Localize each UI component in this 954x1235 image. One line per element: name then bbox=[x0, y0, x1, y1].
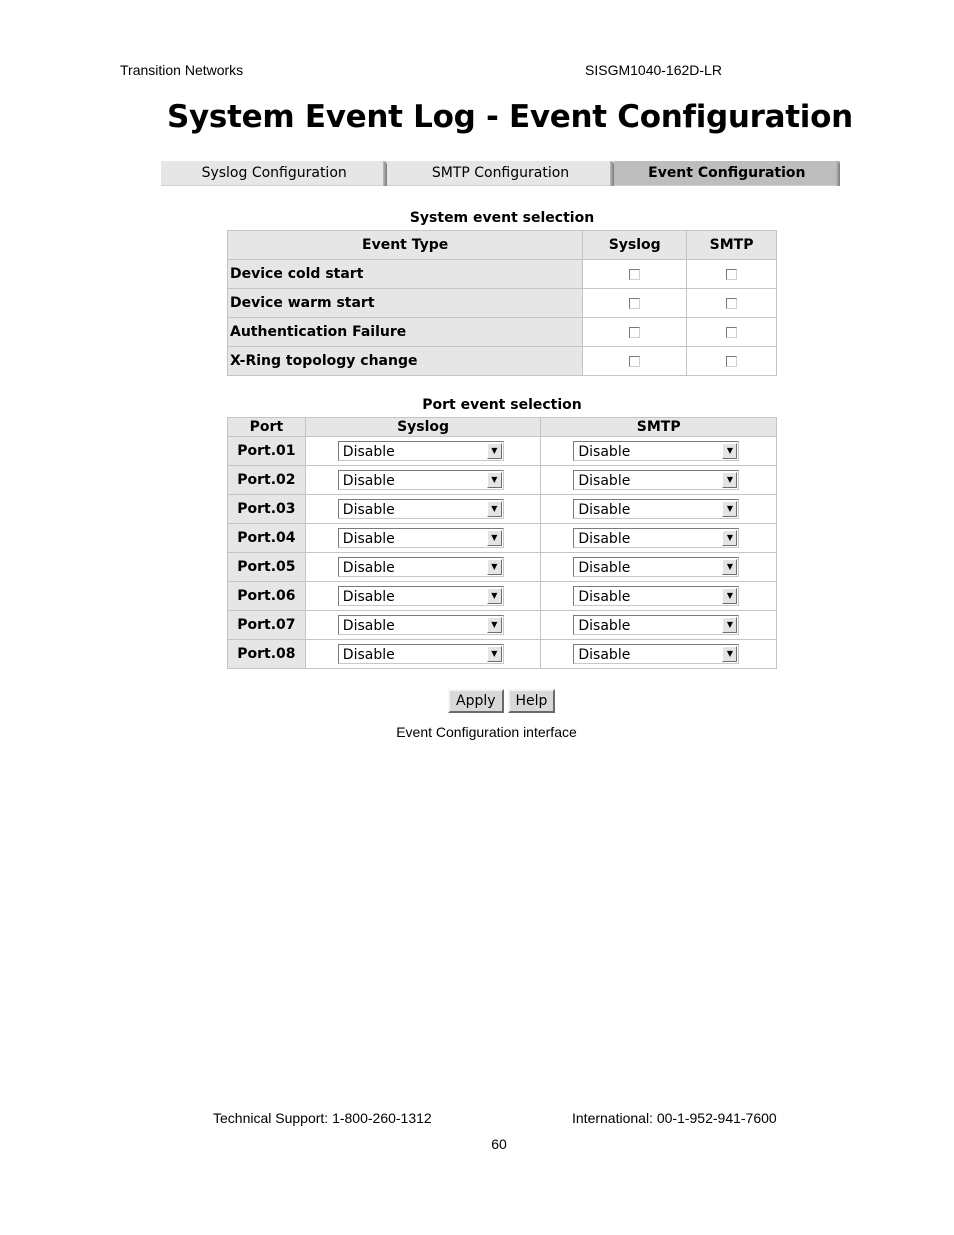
event-name: X-Ring topology change bbox=[228, 347, 583, 376]
selected-value: Disable bbox=[342, 473, 395, 489]
table-row bbox=[228, 347, 777, 376]
port-name: Port.06 bbox=[228, 582, 306, 611]
triangle-down-icon[interactable]: ▼ bbox=[722, 646, 737, 662]
header-syslog: Syslog bbox=[583, 231, 687, 260]
triangle-down-icon[interactable]: ▼ bbox=[487, 443, 502, 459]
smtp-checkbox[interactable] bbox=[726, 298, 737, 309]
page-title: System Event Log - Event Configuration bbox=[167, 99, 853, 135]
triangle-down-icon[interactable]: ▼ bbox=[722, 588, 737, 604]
header-smtp: SMTP bbox=[687, 231, 777, 260]
help-button[interactable]: Help bbox=[508, 689, 556, 713]
smtp-select[interactable] bbox=[573, 586, 739, 606]
port-name: Port.03 bbox=[228, 495, 306, 524]
header-smtp: SMTP bbox=[541, 418, 777, 437]
smtp-select[interactable] bbox=[573, 644, 739, 664]
smtp-select[interactable] bbox=[573, 470, 739, 490]
smtp-select[interactable] bbox=[573, 615, 739, 635]
triangle-down-icon[interactable]: ▼ bbox=[487, 617, 502, 633]
table-row bbox=[228, 553, 777, 582]
system-event-caption: System event selection bbox=[409, 210, 595, 226]
table-row bbox=[228, 437, 777, 466]
header-syslog: Syslog bbox=[305, 418, 541, 437]
tab-smtp-configuration[interactable]: SMTP Configuration bbox=[387, 161, 613, 186]
triangle-down-icon[interactable]: ▼ bbox=[487, 588, 502, 604]
port-name: Port.05 bbox=[228, 553, 306, 582]
selected-value: Disable bbox=[342, 618, 395, 634]
table-row bbox=[228, 524, 777, 553]
action-buttons bbox=[448, 689, 555, 713]
tab-event-configuration[interactable]: Event Configuration bbox=[614, 161, 840, 186]
smtp-select[interactable] bbox=[573, 499, 739, 519]
triangle-down-icon[interactable]: ▼ bbox=[722, 501, 737, 517]
triangle-down-icon[interactable]: ▼ bbox=[722, 559, 737, 575]
table-row bbox=[228, 466, 777, 495]
selected-value: Disable bbox=[578, 589, 631, 605]
syslog-select[interactable] bbox=[338, 644, 504, 664]
triangle-down-icon[interactable]: ▼ bbox=[487, 472, 502, 488]
smtp-checkbox[interactable] bbox=[726, 269, 737, 280]
triangle-down-icon[interactable]: ▼ bbox=[487, 501, 502, 517]
syslog-select[interactable] bbox=[338, 470, 504, 490]
syslog-checkbox[interactable] bbox=[629, 298, 640, 309]
port-event-table bbox=[227, 417, 777, 669]
port-name: Port.08 bbox=[228, 640, 306, 669]
doc-header-company: Transition Networks bbox=[120, 62, 244, 78]
table-row bbox=[228, 495, 777, 524]
port-name: Port.07 bbox=[228, 611, 306, 640]
selected-value: Disable bbox=[342, 647, 395, 663]
figure-caption: Event Configuration interface bbox=[396, 724, 577, 740]
tab-syslog-configuration[interactable]: Syslog Configuration bbox=[161, 161, 387, 186]
header-port: Port bbox=[228, 418, 306, 437]
triangle-down-icon[interactable]: ▼ bbox=[722, 617, 737, 633]
syslog-checkbox[interactable] bbox=[629, 269, 640, 280]
syslog-select[interactable] bbox=[338, 528, 504, 548]
selected-value: Disable bbox=[578, 647, 631, 663]
page-number: 60 bbox=[491, 1136, 507, 1152]
selected-value: Disable bbox=[342, 502, 395, 518]
header-event-type: Event Type bbox=[228, 231, 583, 260]
port-name: Port.02 bbox=[228, 466, 306, 495]
selected-value: Disable bbox=[578, 560, 631, 576]
syslog-select[interactable] bbox=[338, 586, 504, 606]
smtp-select[interactable] bbox=[573, 528, 739, 548]
event-name: Device warm start bbox=[228, 289, 583, 318]
system-event-table bbox=[227, 230, 777, 376]
table-row bbox=[228, 582, 777, 611]
table-row bbox=[228, 611, 777, 640]
smtp-select[interactable] bbox=[573, 557, 739, 577]
table-row bbox=[228, 289, 777, 318]
triangle-down-icon[interactable]: ▼ bbox=[722, 472, 737, 488]
table-row bbox=[228, 640, 777, 669]
port-event-caption: Port event selection bbox=[422, 397, 582, 413]
selected-value: Disable bbox=[342, 444, 395, 460]
syslog-select[interactable] bbox=[338, 499, 504, 519]
triangle-down-icon[interactable]: ▼ bbox=[722, 530, 737, 546]
selected-value: Disable bbox=[578, 502, 631, 518]
selected-value: Disable bbox=[342, 531, 395, 547]
event-name: Device cold start bbox=[228, 260, 583, 289]
event-name: Authentication Failure bbox=[228, 318, 583, 347]
footer-international: International: 00-1-952-941-7600 bbox=[572, 1110, 777, 1126]
smtp-checkbox[interactable] bbox=[726, 327, 737, 338]
apply-button[interactable]: Apply bbox=[448, 689, 504, 713]
syslog-checkbox[interactable] bbox=[629, 356, 640, 367]
syslog-select[interactable] bbox=[338, 615, 504, 635]
triangle-down-icon[interactable]: ▼ bbox=[722, 443, 737, 459]
triangle-down-icon[interactable]: ▼ bbox=[487, 530, 502, 546]
smtp-select[interactable] bbox=[573, 441, 739, 461]
table-row bbox=[228, 318, 777, 347]
footer-support: Technical Support: 1-800-260-1312 bbox=[213, 1110, 432, 1126]
syslog-select[interactable] bbox=[338, 557, 504, 577]
port-name: Port.01 bbox=[228, 437, 306, 466]
doc-header-model: SISGM1040-162D-LR bbox=[585, 62, 722, 78]
selected-value: Disable bbox=[578, 618, 631, 634]
tab-bar bbox=[161, 161, 840, 186]
selected-value: Disable bbox=[342, 589, 395, 605]
table-row bbox=[228, 260, 777, 289]
syslog-checkbox[interactable] bbox=[629, 327, 640, 338]
triangle-down-icon[interactable]: ▼ bbox=[487, 646, 502, 662]
triangle-down-icon[interactable]: ▼ bbox=[487, 559, 502, 575]
port-name: Port.04 bbox=[228, 524, 306, 553]
selected-value: Disable bbox=[342, 560, 395, 576]
syslog-select[interactable] bbox=[338, 441, 504, 461]
selected-value: Disable bbox=[578, 473, 631, 489]
selected-value: Disable bbox=[578, 531, 631, 547]
smtp-checkbox[interactable] bbox=[726, 356, 737, 367]
selected-value: Disable bbox=[578, 444, 631, 460]
